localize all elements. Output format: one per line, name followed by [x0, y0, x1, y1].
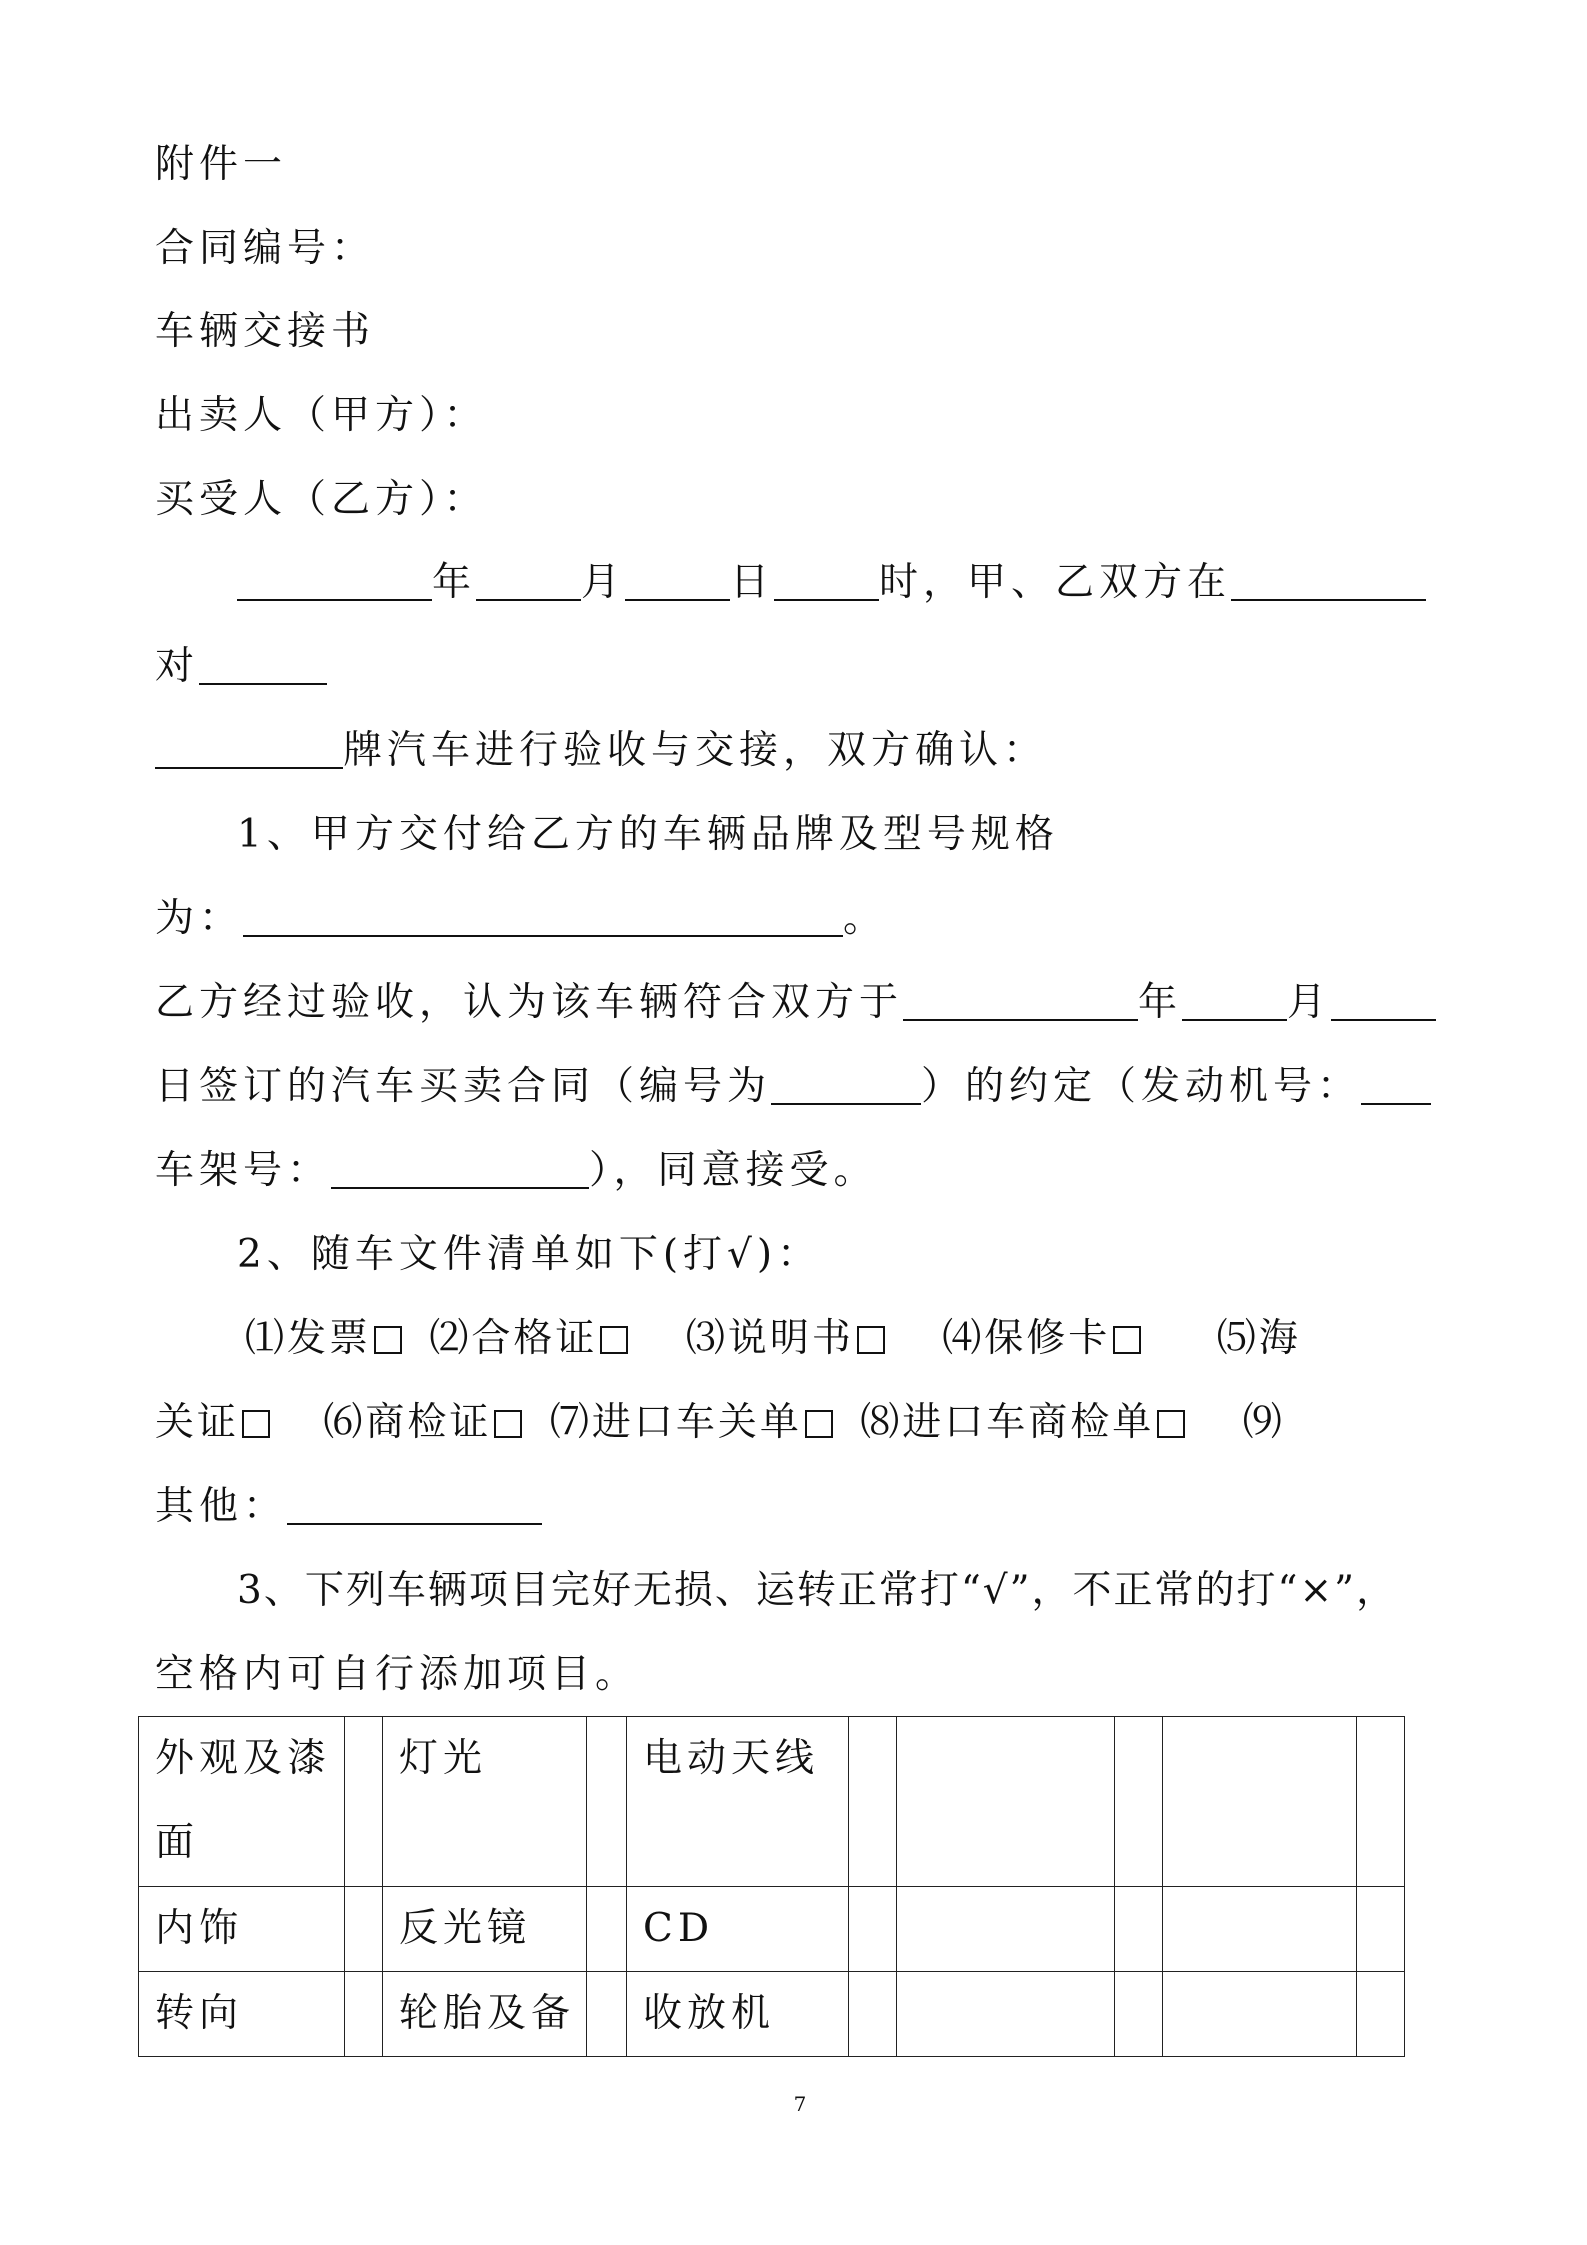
check-cell[interactable] [1115, 1717, 1163, 1887]
check-cell[interactable] [345, 1972, 383, 2057]
table-cell: 外观及漆面 [139, 1717, 345, 1887]
check-cell[interactable] [1357, 1717, 1405, 1887]
documents-line1: ⑴发票 ⑵合格证 ⑶说明书 ⑷保修卡 ⑸海 [245, 1316, 1301, 1361]
clause1-line3: 乙方经过验收，认为该车辆符合双方于 年 月 [155, 978, 1436, 1028]
inspection-table [138, 1716, 1405, 2057]
table-cell: 反光镜 [383, 1887, 587, 1972]
blank-frame-number[interactable] [331, 1147, 589, 1189]
checkbox-import-inspection-form[interactable] [1157, 1410, 1185, 1438]
check-cell[interactable] [345, 1717, 383, 1887]
contract-number-label: 合同编号： [155, 226, 376, 271]
checkbox-manual[interactable] [857, 1326, 885, 1354]
blank-year[interactable] [237, 559, 432, 601]
clause1-line5: 车架号： ），同意接受。 [155, 1148, 878, 1193]
blank-contract-year[interactable] [903, 979, 1138, 1021]
check-cell[interactable] [1115, 1972, 1163, 2057]
table-row [139, 1717, 1405, 1887]
check-cell[interactable] [1357, 1887, 1405, 1972]
check-cell[interactable] [849, 1972, 897, 2057]
checkbox-warranty-card[interactable] [1113, 1326, 1141, 1354]
table-cell: 轮胎及备 [383, 1972, 587, 2057]
blank-brand[interactable] [155, 727, 343, 769]
table-cell: CD [627, 1887, 849, 1972]
check-cell[interactable] [849, 1717, 897, 1887]
blank-month[interactable] [476, 559, 581, 601]
intro-line-2: 对 [155, 642, 327, 692]
clause1-line1: 1、甲方交付给乙方的车辆品牌及型号规格 [237, 812, 1059, 857]
checkbox-certificate[interactable] [600, 1326, 628, 1354]
blank-location[interactable] [1231, 559, 1426, 601]
check-cell[interactable] [849, 1887, 897, 1972]
table-cell: 灯光 [383, 1717, 587, 1887]
table-row [139, 1972, 1405, 2057]
blank-party[interactable] [199, 643, 327, 685]
checkbox-customs[interactable] [242, 1410, 270, 1438]
intro-line: 年 月 日 时，甲、乙双方在 [237, 558, 1426, 608]
blank-day[interactable] [625, 559, 730, 601]
document-title: 车辆交接书 [155, 309, 376, 354]
table-cell[interactable] [897, 1717, 1115, 1887]
check-cell[interactable] [587, 1887, 627, 1972]
table-cell: 收放机 [627, 1972, 849, 2057]
table-cell[interactable] [897, 1887, 1115, 1972]
blank-contract-day[interactable] [1331, 979, 1436, 1021]
table-cell[interactable] [897, 1972, 1115, 2057]
table-cell[interactable] [1163, 1887, 1357, 1972]
table-cell: 电动天线 [627, 1717, 849, 1887]
clause3-line1: 3、下列车辆项目完好无损、运转正常打“√”，不正常的打“×”， [237, 1568, 1398, 1613]
clause1-line4: 日签订的汽车买卖合同（编号为 ）的约定（发动机号： [155, 1062, 1431, 1112]
checkbox-inspection[interactable] [494, 1410, 522, 1438]
check-cell[interactable] [587, 1972, 627, 2057]
table-cell[interactable] [1163, 1717, 1357, 1887]
clause3-line2: 空格内可自行添加项目。 [155, 1652, 640, 1697]
clause1-line2: 为： 。 [155, 896, 888, 941]
blank-other-documents[interactable] [287, 1483, 542, 1525]
blank-engine-number[interactable] [1361, 1063, 1431, 1105]
table-cell: 内饰 [139, 1887, 345, 1972]
clause2-title: 2、随车文件清单如下(打√)： [237, 1232, 822, 1277]
checkbox-import-customs-form[interactable] [805, 1410, 833, 1438]
check-cell[interactable] [1115, 1887, 1163, 1972]
seller-label: 出卖人（甲方）： [155, 393, 488, 438]
documents-line2: 关证 ⑹商检证 ⑺进口车关单 ⑻进口车商检单 ⑼ [155, 1400, 1285, 1445]
intro-line-3: 牌汽车进行验收与交接，双方确认： [155, 726, 1047, 776]
attachment-label: 附件一 [155, 142, 288, 187]
check-cell[interactable] [345, 1887, 383, 1972]
documents-line3: 其他： [155, 1482, 542, 1532]
page-number: 7 [793, 2092, 807, 2116]
table-row [139, 1887, 1405, 1972]
blank-contract-number[interactable] [771, 1063, 921, 1105]
table-cell[interactable] [1163, 1972, 1357, 2057]
checkbox-invoice[interactable] [374, 1326, 402, 1354]
blank-hour[interactable] [774, 559, 879, 601]
check-cell[interactable] [1357, 1972, 1405, 2057]
blank-model-spec[interactable] [243, 895, 843, 937]
blank-contract-month[interactable] [1182, 979, 1287, 1021]
check-cell[interactable] [587, 1717, 627, 1887]
table-cell: 转向 [139, 1972, 345, 2057]
buyer-label: 买受人（乙方）： [155, 477, 488, 522]
